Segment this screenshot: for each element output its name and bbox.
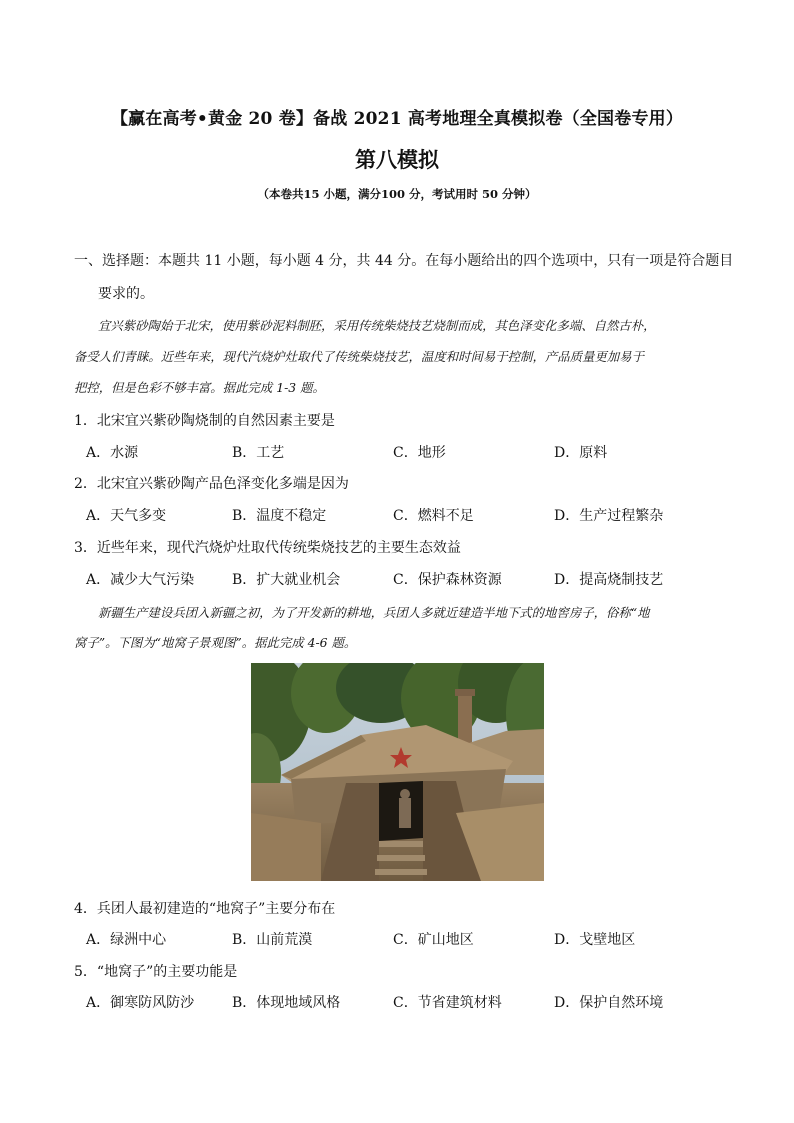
diwozi-photo [251, 663, 544, 881]
section-heading-line2: 要求的。 [98, 286, 154, 302]
section-heading-line1: 一、选择题：本题共 11 小题，每小题 4 分，共 44 分。在每小题给出的四个选项中，只有一项是符合题目 [74, 253, 734, 269]
question-4-option-c: C．矿山地区 [393, 932, 474, 948]
question-5-option-b: B．体现地域风格 [232, 995, 341, 1011]
passage1-line1: 宜兴紫砂陶始于北宋，使用紫砂泥料制胚，采用传统柴烧技艺烧制而成，其色泽变化多端、自然古朴， [98, 318, 656, 333]
document-title: 【赢在高考•黄金 20 卷】备战 2021 高考地理全真模拟卷（全国卷专用） [110, 109, 684, 129]
question-5-option-a: A．御寒防风防沙 [86, 995, 195, 1011]
document-subtitle: 第八模拟 [355, 147, 439, 172]
question-3-option-a: A．减少大气污染 [86, 572, 195, 588]
question-3-stem: 3．近些年来，现代汽烧炉灶取代传统柴烧技艺的主要生态效益 [74, 540, 461, 556]
question-4-option-a: A．绿洲中心 [86, 932, 167, 948]
question-1-option-a: A．水源 [86, 445, 139, 461]
question-5-stem: 5．“地窝子”的主要功能是 [74, 964, 238, 980]
question-2-option-a: A．天气多变 [86, 508, 167, 524]
question-4-option-b: B．山前荒漠 [232, 932, 313, 948]
exam-note: （本卷共15 小题，满分100 分，考试用时 50 分钟） [257, 187, 537, 201]
question-2-option-d: D．生产过程繁杂 [554, 508, 664, 524]
question-5-option-c: C．节省建筑材料 [393, 995, 502, 1011]
question-3-option-c: C．保护森林资源 [393, 572, 502, 588]
question-1-option-d: D．原料 [554, 445, 608, 461]
question-4-stem: 4．兵团人最初建造的“地窝子”主要分布在 [74, 901, 336, 917]
question-1-stem: 1．北宋宜兴紫砂陶烧制的自然因素主要是 [74, 413, 335, 429]
question-3-option-b: B．扩大就业机会 [232, 572, 341, 588]
question-1-option-c: C．地形 [393, 445, 446, 461]
passage1-line3: 把控，但是色彩不够丰富。据此完成 1-3 题。 [74, 380, 325, 395]
question-3-option-d: D．提高烧制技艺 [554, 572, 664, 588]
question-2-stem: 2．北宋宜兴紫砂陶产品色泽变化多端是因为 [74, 476, 349, 492]
question-5-option-d: D．保护自然环境 [554, 995, 664, 1011]
question-2-option-c: C．燃料不足 [393, 508, 474, 524]
question-1-option-b: B．工艺 [232, 445, 285, 461]
question-2-option-b: B．温度不稳定 [232, 508, 327, 524]
passage1-line2: 备受人们青睐。近些年来，现代汽烧炉灶取代了传统柴烧技艺，温度和时间易于控制，产品质量更加易于 [74, 349, 644, 364]
question-4-option-d: D．戈壁地区 [554, 932, 636, 948]
passage2-line1: 新疆生产建设兵团入新疆之初，为了开发新的耕地，兵团人多就近建造半地下式的地窖房子，俗称“地 [98, 605, 650, 620]
passage2-line2: 窝子”。下图为“地窝子景观图”。据此完成 4-6 题。 [74, 635, 357, 650]
